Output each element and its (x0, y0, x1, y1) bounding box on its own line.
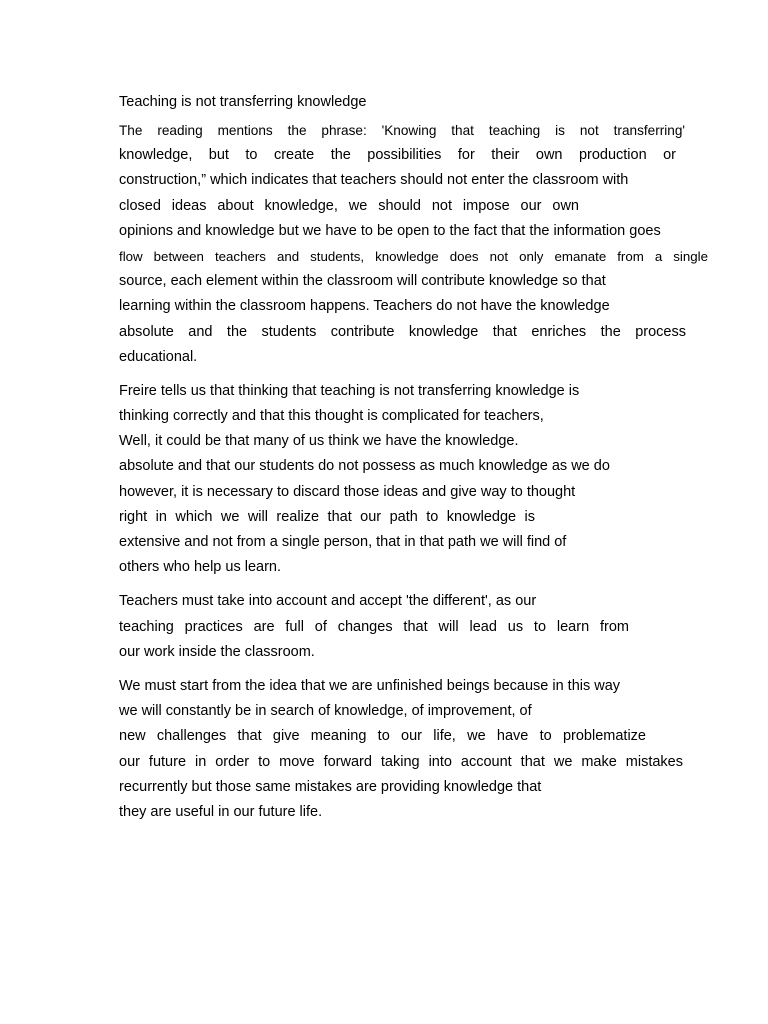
text-line: absolute and that our students do not possess as much knowledge as we do (119, 458, 610, 475)
text-line: learning within the classroom happens. Teachers do not have the knowledge (119, 298, 610, 315)
text-line: others who help us learn. (119, 559, 282, 576)
text-line: knowledge, but to create the possibilities for their own production or (119, 147, 676, 164)
text-line: they are useful in our future life. (119, 803, 323, 820)
paragraph-1 (119, 118, 708, 370)
text-line: right in which we will realize that our path to knowledge is (119, 508, 535, 525)
text-line: construction,” which indicates that teachers should not enter the classroom with (119, 172, 629, 189)
text-line: The reading mentions the phrase: 'Knowing that teaching is not transferring' (119, 123, 685, 138)
document-title: Teaching is not transferring knowledge (119, 94, 367, 110)
text-line: our future in order to move forward taking into account that we make mistakes (119, 753, 683, 770)
text-line: teaching practices are full of changes that will lead us to learn from (119, 618, 629, 635)
text-line: absolute and the students contribute knowledge that enriches the process (119, 323, 686, 340)
text-line: recurrently but those same mistakes are providing knowledge that (119, 778, 542, 795)
document-body (119, 92, 708, 834)
text-line: thinking correctly and that this thought is complicated for teachers, (119, 408, 544, 425)
paragraph-2 (119, 379, 694, 581)
text-line: We must start from the idea that we are unfinished beings because in this way (119, 677, 621, 694)
text-line: educational. (119, 348, 198, 365)
text-line: flow between teachers and students, knowledge does not only emanate from a single (119, 248, 708, 264)
text-line: closed ideas about knowledge, we should not impose our own (119, 197, 579, 214)
text-line: Teachers must take into account and accept 'the different', as our (119, 593, 537, 610)
text-line: source, each element within the classroom will contribute knowledge so that (119, 273, 606, 290)
text-line: new challenges that give meaning to our life, we have to problematize (119, 728, 646, 745)
text-line: extensive and not from a single person, that in that path we will find of (119, 534, 567, 550)
text-line: however, it is necessary to discard those ideas and give way to thought (119, 483, 576, 500)
text-line: our work inside the classroom. (119, 643, 315, 660)
text-line: we will constantly be in search of knowledge, of improvement, of (119, 703, 532, 720)
text-line: Freire tells us that thinking that teaching is not transferring knowledge is (119, 382, 580, 399)
text-line: opinions and knowledge but we have to be open to the fact that the information goes (119, 222, 661, 239)
text-line: Well, it could be that many of us think we have the knowledge. (119, 433, 519, 450)
paragraph-3 (119, 589, 694, 665)
paragraph-4 (119, 674, 694, 825)
